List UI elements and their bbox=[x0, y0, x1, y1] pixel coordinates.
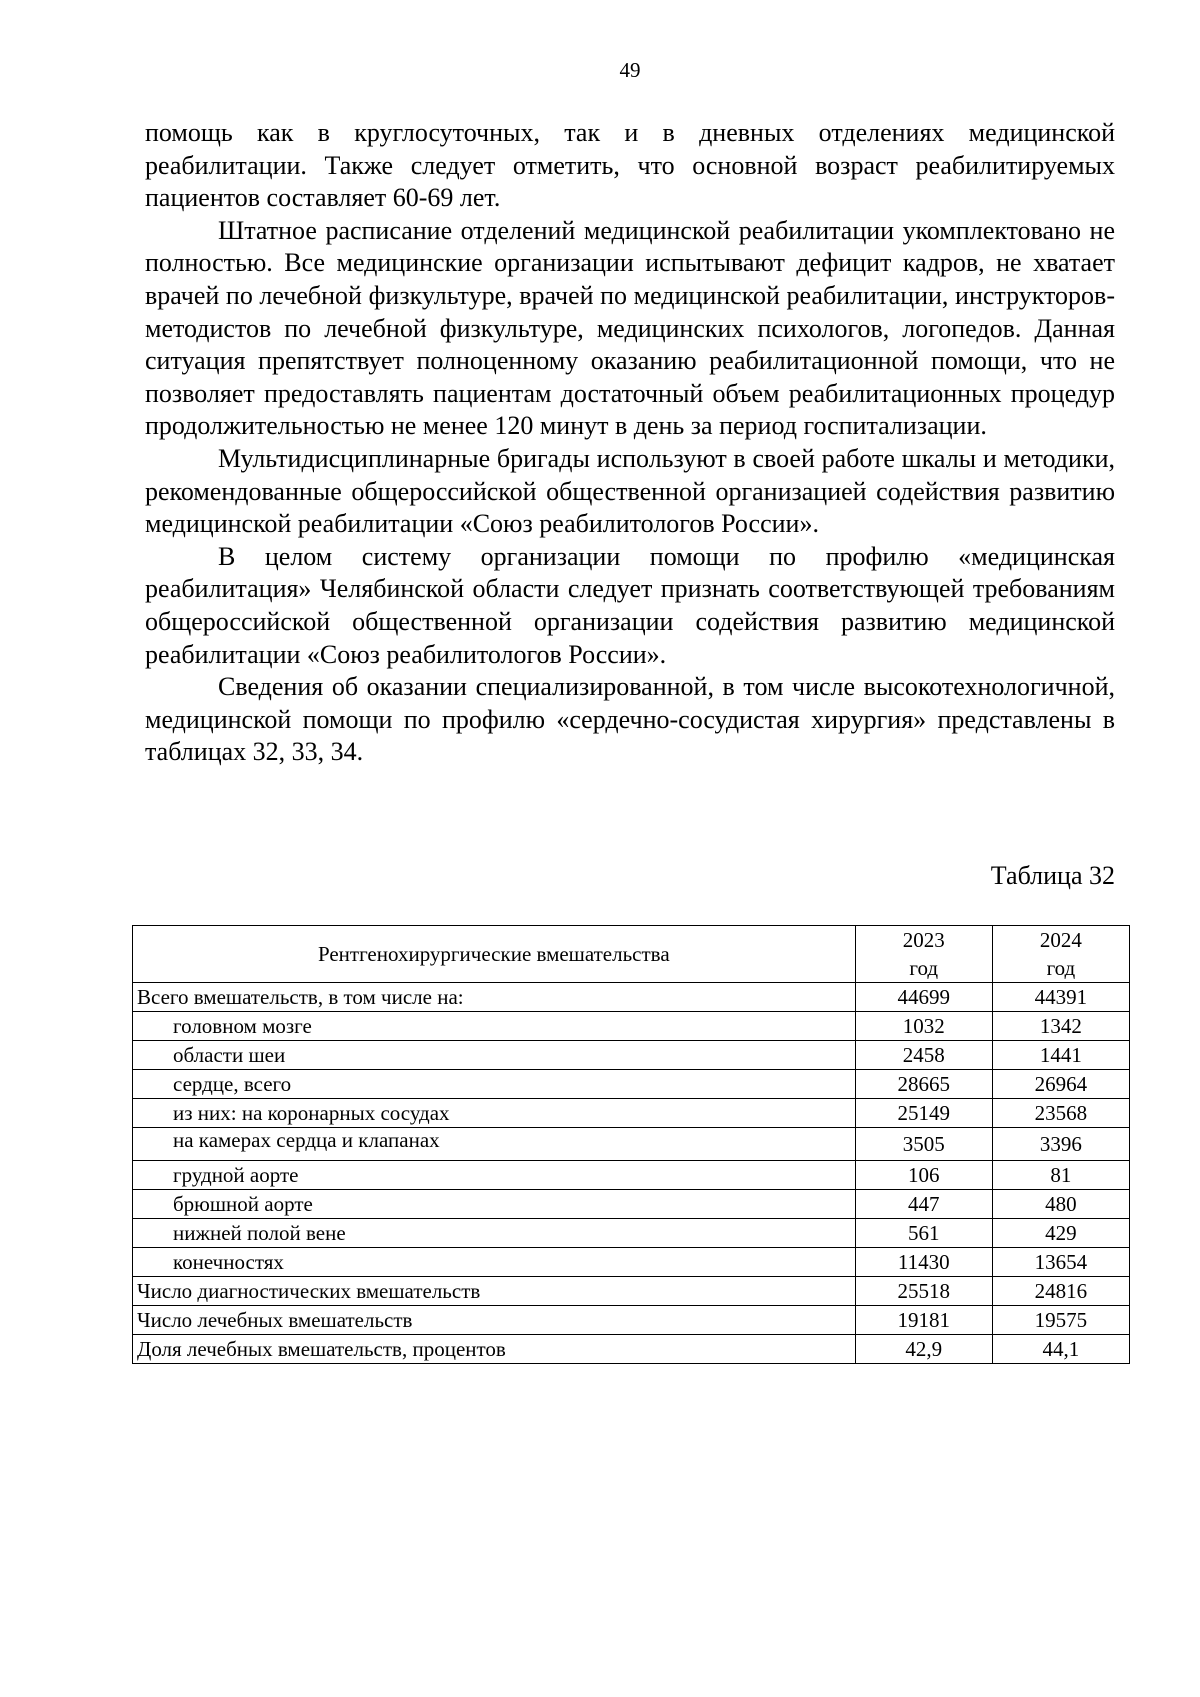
value-2024: 44,1 bbox=[992, 1335, 1129, 1364]
value-2024: 1441 bbox=[992, 1041, 1129, 1070]
value-2023: 28665 bbox=[855, 1070, 992, 1099]
table-row bbox=[133, 983, 1130, 1012]
table-row bbox=[133, 1190, 1130, 1219]
value-2023: 44699 bbox=[855, 983, 992, 1012]
row-label: Доля лечебных вмешательств, процентов bbox=[133, 1335, 856, 1364]
value-2024: 429 bbox=[992, 1219, 1129, 1248]
value-2023: 447 bbox=[855, 1190, 992, 1219]
value-2023: 25518 bbox=[855, 1277, 992, 1306]
row-label: Число лечебных вмешательств bbox=[133, 1306, 856, 1335]
value-2024: 3396 bbox=[992, 1128, 1129, 1161]
value-2024: 24816 bbox=[992, 1277, 1129, 1306]
header-year-2024-number: 2024 bbox=[1039, 928, 1082, 952]
interventions-table bbox=[132, 925, 1130, 1364]
row-label: брюшной аорте bbox=[133, 1190, 856, 1219]
paragraph-4: В целом систему организации помощи по профилю «медицинская реабилитация» Челябинской области следует признать соответствующей требованиям общероссийской общественной организации содействия развитию медицинской реабилитации «Союз реабилитологов России». bbox=[145, 541, 1115, 669]
table-row bbox=[133, 1335, 1130, 1364]
table-row bbox=[133, 1161, 1130, 1190]
value-2024: 19575 bbox=[992, 1306, 1129, 1335]
row-label: сердце, всего bbox=[133, 1070, 856, 1099]
row-label: Число диагностических вмешательств bbox=[133, 1277, 856, 1306]
page-number: 49 bbox=[619, 58, 641, 82]
value-2024: 1342 bbox=[992, 1012, 1129, 1041]
body-text bbox=[145, 117, 1115, 769]
row-label: головном мозге bbox=[133, 1012, 856, 1041]
table-row bbox=[133, 1306, 1130, 1335]
row-label: нижней полой вене bbox=[133, 1219, 856, 1248]
value-2023: 25149 bbox=[855, 1099, 992, 1128]
value-2023: 19181 bbox=[855, 1306, 992, 1335]
row-label: из них: на коронарных сосудах bbox=[133, 1099, 856, 1128]
table-row bbox=[133, 1041, 1130, 1070]
value-2024: 44391 bbox=[992, 983, 1129, 1012]
value-2023: 3505 bbox=[855, 1128, 992, 1161]
table-header-row bbox=[133, 926, 1130, 983]
row-label: конечностях bbox=[133, 1248, 856, 1277]
value-2023: 561 bbox=[855, 1219, 992, 1248]
value-2024: 480 bbox=[992, 1190, 1129, 1219]
value-2023: 2458 bbox=[855, 1041, 992, 1070]
value-2023: 11430 bbox=[855, 1248, 992, 1277]
value-2023: 1032 bbox=[855, 1012, 992, 1041]
value-2024: 81 bbox=[992, 1161, 1129, 1190]
table-row bbox=[133, 1128, 1130, 1161]
row-label: на камерах сердца и клапанах bbox=[133, 1128, 856, 1161]
paragraph-1: помощь как в круглосуточных, так и в дневных отделениях медицинской реабилитации. Также следует отметить, что основной возраст реабилитируемых пациентов составляет 60-69 лет. bbox=[145, 118, 1115, 213]
header-year-2024 bbox=[992, 926, 1129, 983]
table-row bbox=[133, 1248, 1130, 1277]
paragraph-2: Штатное расписание отделений медицинской реабилитации укомплектовано не полностью. Все медицинские организации испытывают дефицит кадров, не хватает врачей по лечебной физкультуре, врачей по медицинской реабилитации, инструкторов-методистов по лечебной физкультуре, медицинских психологов, логопедов. Данная ситуация препятствует полноценному оказанию реабилитационной помощи, что не позволяет предоставлять пациентам достаточный объем реабилитационных процедур продолжительностью не менее 120 минут в день за период госпитализации. bbox=[145, 215, 1115, 441]
header-year-2023-unit: год bbox=[909, 956, 939, 980]
header-year-2024-unit: год bbox=[1046, 956, 1076, 980]
table-row bbox=[133, 1219, 1130, 1248]
header-year-2023-number: 2023 bbox=[902, 928, 945, 952]
table-row bbox=[133, 1070, 1130, 1099]
value-2024: 23568 bbox=[992, 1099, 1129, 1128]
table-row bbox=[133, 1277, 1130, 1306]
value-2024: 26964 bbox=[992, 1070, 1129, 1099]
value-2024: 13654 bbox=[992, 1248, 1129, 1277]
value-2023: 106 bbox=[855, 1161, 992, 1190]
paragraph-3: Мультидисциплинарные бригады используют в своей работе шкалы и методики, рекомендованные общероссийской общественной организацией содействия развитию медицинской реабилитации «Союз реабилитологов России». bbox=[145, 443, 1115, 539]
row-label: грудной аорте bbox=[133, 1161, 856, 1190]
value-2023: 42,9 bbox=[855, 1335, 992, 1364]
row-label: Всего вмешательств, в том числе на: bbox=[133, 983, 856, 1012]
paragraph-5: Сведения об оказании специализированной, в том числе высокотехнологичной, медицинской помощи по профилю «сердечно-сосудистая хирургия» представлены в таблицах 32, 33, 34. bbox=[145, 672, 1115, 767]
header-label: Рентгенохирургические вмешательства bbox=[133, 926, 856, 983]
table-caption: Таблица 32 bbox=[990, 861, 1115, 890]
header-year-2023 bbox=[855, 926, 992, 983]
row-label: области шеи bbox=[133, 1041, 856, 1070]
table-row bbox=[133, 1012, 1130, 1041]
table-row bbox=[133, 1099, 1130, 1128]
